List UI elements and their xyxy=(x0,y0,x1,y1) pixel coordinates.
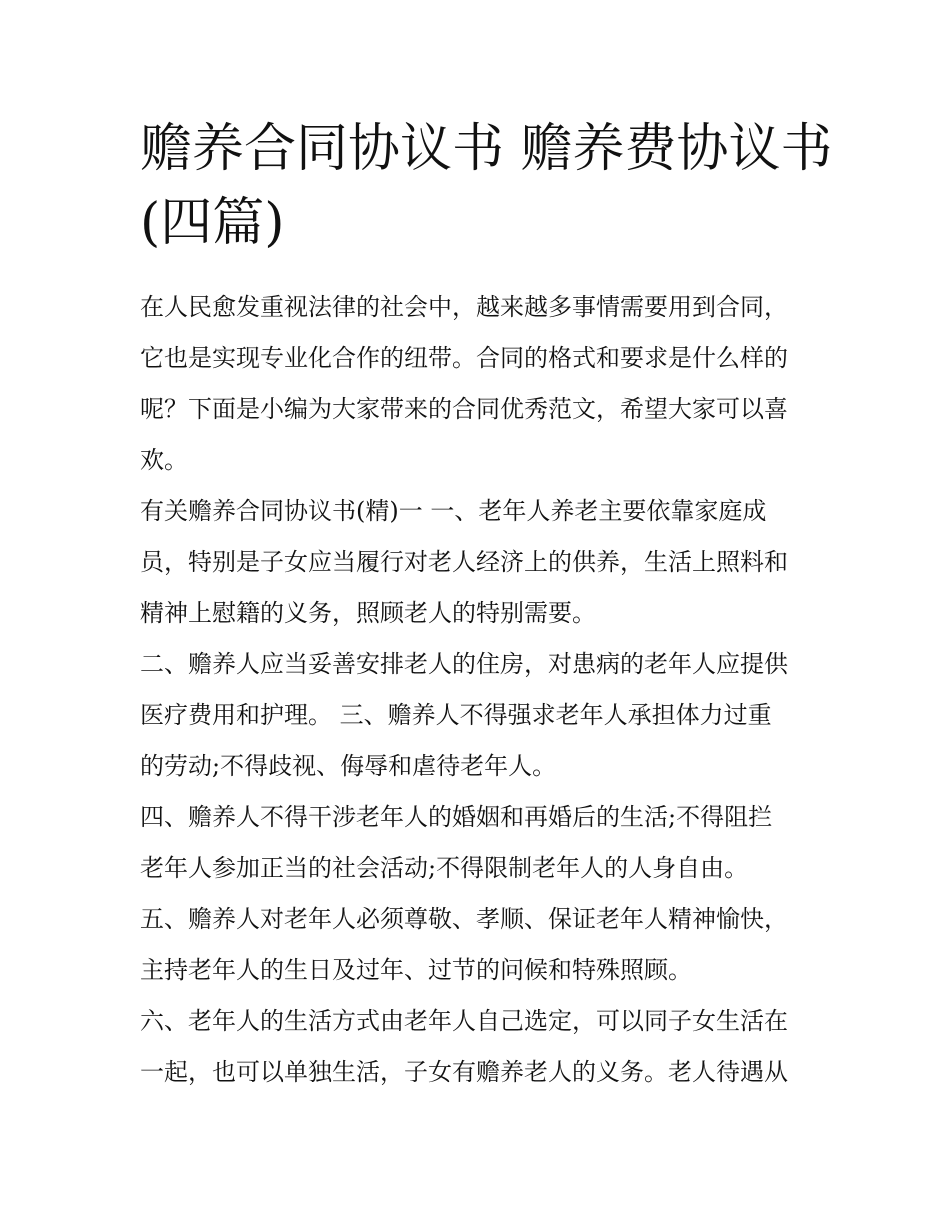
document-title xyxy=(140,112,833,260)
text-line: 员，特别是子女应当履行对老人经济上的供养，生活上照料和 xyxy=(140,548,788,576)
text-line: 主持老年人的生日及过年、过节的问候和特殊照顾。 xyxy=(140,956,692,984)
clause-paragraph-1 xyxy=(140,486,830,639)
text-line: 二、赡养人应当妥善安排老人的住房，对患病的老年人应提供 xyxy=(140,650,788,678)
text-line: 的劳动;不得歧视、侮辱和虐待老年人。 xyxy=(140,752,557,780)
text-line: 有关赡养合同协议书(精)一 一、老年人养老主要依靠家庭成 xyxy=(140,497,767,525)
title-line: 赡养合同协议书 赡养费协议书 xyxy=(140,119,833,179)
clause-paragraph-6 xyxy=(140,996,830,1098)
text-line: 在人民愈发重视法律的社会中，越来越多事情需要用到合同， xyxy=(140,293,788,321)
title-line: (四篇) xyxy=(140,193,285,253)
text-line: 它也是实现专业化合作的纽带。合同的格式和要求是什么样的 xyxy=(140,344,788,372)
document-body xyxy=(140,282,830,1098)
text-line: 呢？下面是小编为大家带来的合同优秀范文，希望大家可以喜 xyxy=(140,395,788,423)
text-line: 六、老年人的生活方式由老年人自己选定，可以同子女生活在 xyxy=(140,1007,788,1035)
clause-paragraph-2 xyxy=(140,639,830,792)
text-line: 五、赡养人对老年人必须尊敬、孝顺、保证老年人精神愉快， xyxy=(140,905,788,933)
clause-paragraph-5 xyxy=(140,894,830,996)
intro-paragraph xyxy=(140,282,830,486)
text-line: 一起，也可以单独生活，子女有赡养老人的义务。老人待遇从 xyxy=(140,1058,788,1086)
text-line: 老年人参加正当的社会活动;不得限制老年人的人身自由。 xyxy=(140,854,749,882)
text-line: 医疗费用和护理。 三、赡养人不得强求老年人承担体力过重 xyxy=(140,701,772,729)
text-line: 精神上慰籍的义务，照顾老人的特别需要。 xyxy=(140,599,596,627)
clause-paragraph-4 xyxy=(140,792,830,894)
text-line: 四、赡养人不得干涉老年人的婚姻和再婚后的生活;不得阻拦 xyxy=(140,803,773,831)
text-line: 欢。 xyxy=(140,446,188,474)
